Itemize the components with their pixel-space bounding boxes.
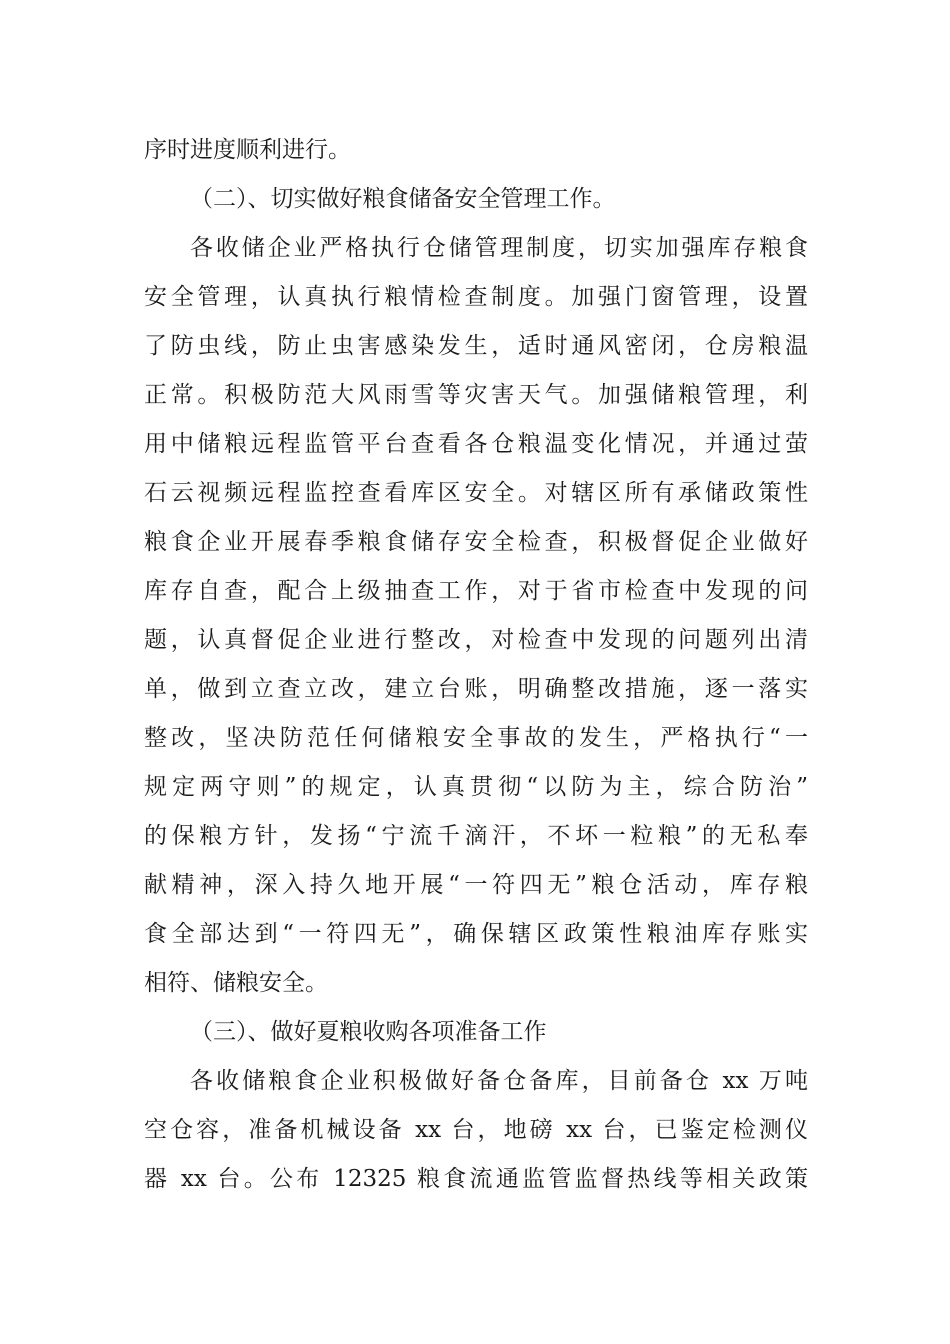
paragraph-line: 单，做到立查立改，建立台账，明确整改措施，逐一落实 [144,676,808,702]
paragraph-line: 序时进度顺利进行。 [144,137,351,163]
paragraph-line: 器 xx 台。公布 12325 粮食流通监管监督热线等相关政策 [144,1166,808,1192]
paragraph-line: 粮食企业开展春季粮食储存安全检查，积极督促企业做好 [144,529,808,555]
section-heading-3: （三）、做好夏粮收购各项准备工作 [190,1019,547,1045]
document-body [144,126,808,1204]
paragraph-line: 规定两守则”的规定，认真贯彻“以防为主，综合防治” [144,774,808,800]
paragraph-line: 献精神，深入持久地开展“一符四无”粮仓活动，库存粮 [144,872,808,898]
paragraph-line: 库存自查，配合上级抽查工作，对于省市检查中发现的问 [144,578,808,604]
paragraph-line: 安全管理，认真执行粮情检查制度。加强门窗管理，设置 [144,284,808,310]
paragraph-line: 石云视频远程监控查看库区安全。对辖区所有承储政策性 [144,480,808,506]
paragraph-line: 空仓容，准备机械设备 xx 台，地磅 xx 台，已鉴定检测仪 [144,1117,808,1143]
paragraph-line: 整改，坚决防范任何储粮安全事故的发生，严格执行“一 [144,725,808,751]
paragraph-line: 正常。积极防范大风雨雪等灾害天气。加强储粮管理，利 [144,382,808,408]
paragraph-line: 各收储粮食企业积极做好备仓备库，目前备仓 xx 万吨 [190,1068,808,1094]
section-heading-2: （二）、切实做好粮食储备安全管理工作。 [190,186,616,212]
paragraph-line: 食全部达到“一符四无”，确保辖区政策性粮油库存账实 [144,921,808,947]
paragraph-line: 相符、储粮安全。 [144,970,328,996]
paragraph-line: 了防虫线，防止虫害感染发生，适时通风密闭，仓房粮温 [144,333,808,359]
paragraph-line: 用中储粮远程监管平台查看各仓粮温变化情况，并通过萤 [144,431,808,457]
paragraph-line: 各收储企业严格执行仓储管理制度，切实加强库存粮食 [190,235,808,261]
paragraph-line: 的保粮方针，发扬“宁流千滴汗，不坏一粒粮”的无私奉 [144,823,808,849]
paragraph-line: 题，认真督促企业进行整改，对检查中发现的问题列出清 [144,627,808,653]
